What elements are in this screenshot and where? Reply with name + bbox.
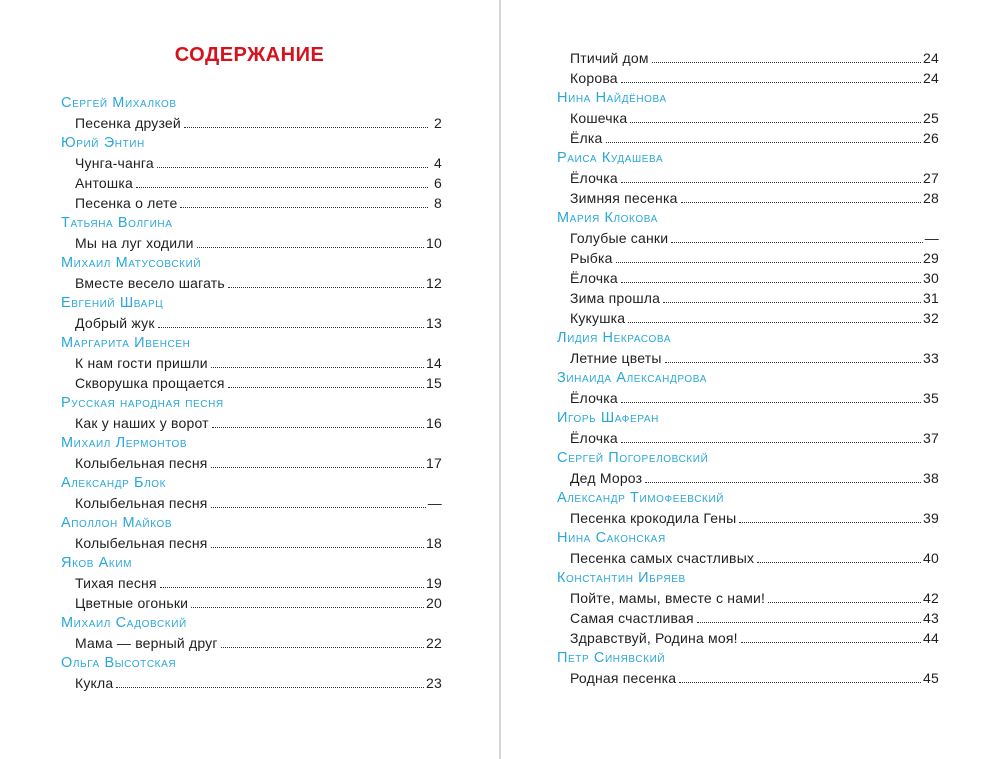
toc-entry-title: Кошечка — [570, 110, 628, 126]
toc-entry-title: Зима прошла — [570, 290, 661, 306]
toc-page-number: 37 — [923, 430, 939, 446]
toc-entry[interactable] — [557, 168, 939, 188]
toc-author-name: Яков Аким — [61, 555, 133, 571]
toc-author-group — [557, 48, 939, 88]
toc-entry-title: Тихая песня — [75, 575, 157, 591]
toc-page-number: 15 — [426, 375, 442, 391]
toc-author-name: Петр Синявский — [557, 650, 666, 666]
toc-page-number: 33 — [923, 350, 939, 366]
toc-page-number: 6 — [434, 175, 442, 191]
toc-left-column — [61, 93, 442, 693]
toc-author-name: Мария Клокова — [557, 210, 658, 226]
toc-entry[interactable] — [61, 633, 442, 653]
toc-entry-title: Корова — [570, 70, 618, 86]
toc-entry[interactable] — [557, 668, 939, 688]
toc-author-group — [557, 528, 939, 568]
dot-leader — [697, 622, 921, 623]
toc-author-group — [61, 553, 442, 613]
dot-leader — [757, 562, 921, 563]
toc-entry[interactable] — [61, 353, 442, 373]
dot-leader — [739, 522, 921, 523]
toc-page-number: 25 — [923, 110, 939, 126]
dot-leader — [197, 247, 424, 248]
toc-entry[interactable] — [557, 348, 939, 368]
toc-author-group — [61, 393, 442, 433]
toc-entry-title: Ёлочка — [570, 170, 618, 186]
toc-entry-title: Кукушка — [570, 310, 626, 326]
toc-page-number: 45 — [923, 670, 939, 686]
left-page — [0, 0, 499, 759]
dot-leader — [211, 507, 426, 508]
toc-entry-title: Песенка друзей — [75, 115, 181, 131]
toc-entry-title: Рыбка — [570, 250, 613, 266]
toc-author-name: Раиса Кудашева — [557, 150, 664, 166]
toc-author-group — [557, 208, 939, 328]
dot-leader — [184, 127, 428, 128]
toc-page-number: 35 — [923, 390, 939, 406]
dot-leader — [211, 547, 424, 548]
toc-page-number: 16 — [426, 415, 442, 431]
toc-page-number: 20 — [426, 595, 442, 611]
dot-leader — [180, 207, 428, 208]
toc-entry[interactable] — [557, 128, 939, 148]
toc-entry[interactable] — [557, 108, 939, 128]
dot-leader — [211, 367, 424, 368]
dot-leader — [621, 82, 921, 83]
toc-entry-title: Родная песенка — [570, 670, 677, 686]
toc-entry[interactable] — [61, 573, 442, 593]
dot-leader — [768, 602, 921, 603]
toc-entry-title: Самая счастливая — [570, 610, 694, 626]
toc-author-group — [557, 448, 939, 488]
dot-leader — [136, 187, 428, 188]
toc-author-name: Игорь Шаферан — [557, 410, 659, 426]
toc-author-group — [61, 613, 442, 653]
toc-author-group — [557, 88, 939, 148]
toc-entry-title: Как у наших у ворот — [75, 415, 209, 431]
dot-leader — [160, 587, 424, 588]
toc-entry[interactable] — [61, 113, 442, 133]
toc-page-number: 31 — [923, 290, 939, 306]
toc-page-number: 18 — [426, 535, 442, 551]
dot-leader — [221, 647, 424, 648]
toc-entry-title: Ёлочка — [570, 270, 618, 286]
toc-page-number: 30 — [923, 270, 939, 286]
dot-leader — [621, 282, 921, 283]
toc-entry-title: Добрый жук — [75, 315, 155, 331]
toc-page-number: 28 — [923, 190, 939, 206]
toc-author-group — [557, 368, 939, 408]
dot-leader — [665, 362, 921, 363]
toc-entry[interactable] — [557, 48, 939, 68]
toc-entry[interactable] — [61, 413, 442, 433]
toc-author-name: Александр Тимофеевский — [557, 490, 725, 506]
toc-entry-title: Цветные огоньки — [75, 595, 189, 611]
toc-page-number: 42 — [923, 590, 939, 606]
toc-author-name: Зинаида Александрова — [557, 370, 708, 386]
dot-leader — [212, 427, 424, 428]
toc-entry[interactable] — [61, 373, 442, 393]
toc-page-number: 12 — [426, 275, 442, 291]
dot-leader — [116, 687, 424, 688]
toc-entry[interactable] — [61, 593, 442, 613]
toc-page-number: 22 — [426, 635, 442, 651]
toc-author-name: Ольга Высотская — [61, 655, 177, 671]
toc-entry[interactable] — [557, 268, 939, 288]
toc-page-number: 8 — [434, 195, 442, 211]
toc-page-number: 26 — [923, 130, 939, 146]
dot-leader — [606, 142, 921, 143]
right-page — [501, 0, 1000, 759]
toc-entry[interactable] — [61, 233, 442, 253]
toc-page-number: — — [924, 230, 939, 246]
toc-author-name: Нина Найдёнова — [557, 90, 667, 106]
toc-entry-title: Антошка — [75, 175, 133, 191]
toc-entry-title: Колыбельная песня — [75, 455, 208, 471]
toc-page-number: 13 — [426, 315, 442, 331]
toc-author-name: Михаил Лермонтов — [61, 435, 188, 451]
dot-leader — [671, 242, 923, 243]
toc-entry-title: Дед Мороз — [570, 470, 643, 486]
toc-page-number: 27 — [923, 170, 939, 186]
dot-leader — [652, 62, 921, 63]
toc-entry[interactable] — [557, 388, 939, 408]
toc-entry-title: Скворушка прощается — [75, 375, 225, 391]
toc-entry[interactable] — [61, 173, 442, 193]
toc-author-group — [557, 648, 939, 688]
toc-entry[interactable] — [557, 508, 939, 528]
toc-author-name: Маргарита Ивенсен — [61, 335, 191, 351]
dot-leader — [679, 682, 921, 683]
toc-page-number: 39 — [923, 510, 939, 526]
toc-author-name: Татьяна Волгина — [61, 215, 173, 231]
toc-page-number: 10 — [426, 235, 442, 251]
toc-entry[interactable] — [557, 468, 939, 488]
toc-entry-title: Птичий дом — [570, 50, 649, 66]
toc-author-name: Константин Ибряев — [557, 570, 686, 586]
toc-author-group — [557, 408, 939, 448]
toc-entry-title: К нам гости пришли — [75, 355, 208, 371]
toc-entry[interactable] — [61, 153, 442, 173]
toc-page-number: 24 — [923, 70, 939, 86]
toc-page-number: 43 — [923, 610, 939, 626]
page-title: СОДЕРЖАНИЕ — [174, 44, 325, 66]
toc-entry-title: Ёлочка — [570, 390, 618, 406]
dot-leader — [645, 482, 921, 483]
toc-author-name: Лидия Некрасова — [557, 330, 672, 346]
toc-entry[interactable] — [61, 533, 442, 553]
toc-author-group — [557, 328, 939, 368]
toc-entry-title: Колыбельная песня — [75, 535, 208, 551]
toc-author-name: Нина Саконская — [557, 530, 666, 546]
toc-entry-title: Пойте, мамы, вместе с нами! — [570, 590, 766, 606]
toc-author-group — [557, 488, 939, 528]
dot-leader — [228, 387, 424, 388]
dot-leader — [663, 302, 921, 303]
dot-leader — [157, 167, 428, 168]
toc-entry-title: Здравствуй, Родина моя! — [570, 630, 738, 646]
toc-author-name: Аполлон Майков — [61, 515, 173, 531]
toc-entry[interactable] — [61, 313, 442, 333]
dot-leader — [621, 402, 921, 403]
toc-page-number: 2 — [434, 115, 442, 131]
toc-author-name: Михаил Матусовский — [61, 255, 202, 271]
toc-right-column — [557, 48, 939, 688]
toc-entry[interactable] — [557, 288, 939, 308]
dot-leader — [616, 262, 921, 263]
toc-page-number: 44 — [923, 630, 939, 646]
toc-author-group — [61, 93, 442, 133]
toc-author-name: Александр Блок — [61, 475, 167, 491]
toc-author-name: Сергей Погореловский — [557, 450, 709, 466]
toc-entry[interactable] — [61, 493, 442, 513]
toc-page-number: 40 — [923, 550, 939, 566]
toc-entry[interactable] — [557, 248, 939, 268]
toc-author-name: Юрий Энтин — [61, 135, 145, 151]
dot-leader — [158, 327, 424, 328]
toc-entry[interactable] — [557, 588, 939, 608]
toc-entry-title: Зимняя песенка — [570, 190, 678, 206]
toc-entry-title: Песенка крокодила Гены — [570, 510, 737, 526]
toc-entry-title: Кукла — [75, 675, 114, 691]
toc-author-group — [61, 433, 442, 473]
toc-entry-title: Ёлочка — [570, 430, 618, 446]
toc-entry-title: Вместе весело шагать — [75, 275, 225, 291]
toc-author-group — [61, 133, 442, 213]
toc-author-group — [61, 513, 442, 553]
dot-leader — [630, 122, 921, 123]
toc-entry[interactable] — [557, 308, 939, 328]
dot-leader — [621, 182, 921, 183]
toc-page-number: 19 — [426, 575, 442, 591]
toc-page-number: 29 — [923, 250, 939, 266]
toc-entry[interactable] — [557, 228, 939, 248]
dot-leader — [628, 322, 921, 323]
dot-leader — [211, 467, 424, 468]
toc-author-group — [557, 568, 939, 648]
dot-leader — [191, 607, 424, 608]
toc-author-group — [61, 653, 442, 693]
toc-page-number: 4 — [434, 155, 442, 171]
toc-page-number: 38 — [923, 470, 939, 486]
toc-entry[interactable] — [557, 628, 939, 648]
toc-page-number: 14 — [426, 355, 442, 371]
toc-entry-title: Песенка о лете — [75, 195, 178, 211]
toc-entry[interactable] — [557, 68, 939, 88]
toc-entry-title: Мама — верный друг — [75, 635, 218, 651]
toc-entry[interactable] — [557, 548, 939, 568]
toc-author-name: Евгений Шварц — [61, 295, 164, 311]
toc-author-group — [61, 473, 442, 513]
toc-entry-title: Чунга-чанга — [75, 155, 154, 171]
toc-entry-title: Мы на луг ходили — [75, 235, 194, 251]
toc-author-group — [61, 293, 442, 333]
toc-page-number: 24 — [923, 50, 939, 66]
toc-entry[interactable] — [557, 428, 939, 448]
toc-entry-title: Колыбельная песня — [75, 495, 208, 511]
dot-leader — [621, 442, 921, 443]
toc-entry[interactable] — [61, 673, 442, 693]
toc-page-number: 17 — [426, 455, 442, 471]
toc-author-name: Сергей Михалков — [61, 95, 177, 111]
toc-entry[interactable] — [61, 453, 442, 473]
toc-entry-title: Голубые санки — [570, 230, 669, 246]
toc-author-group — [61, 333, 442, 393]
toc-author-name: Михаил Садовский — [61, 615, 187, 631]
toc-entry-title: Песенка самых счастливых — [570, 550, 755, 566]
toc-author-group — [61, 253, 442, 293]
toc-entry[interactable] — [61, 193, 442, 213]
dot-leader — [741, 642, 921, 643]
toc-entry[interactable] — [557, 608, 939, 628]
toc-entry-title: Ёлка — [570, 130, 603, 146]
toc-author-group — [61, 213, 442, 253]
dot-leader — [681, 202, 921, 203]
toc-entry-title: Летние цветы — [570, 350, 662, 366]
toc-page-number: 23 — [426, 675, 442, 691]
toc-entry[interactable] — [557, 188, 939, 208]
toc-entry[interactable] — [61, 273, 442, 293]
toc-page-number: 32 — [923, 310, 939, 326]
toc-author-group — [557, 148, 939, 208]
toc-page-number: — — [427, 495, 442, 511]
dot-leader — [228, 287, 424, 288]
toc-author-name: Русская народная песня — [61, 395, 224, 411]
